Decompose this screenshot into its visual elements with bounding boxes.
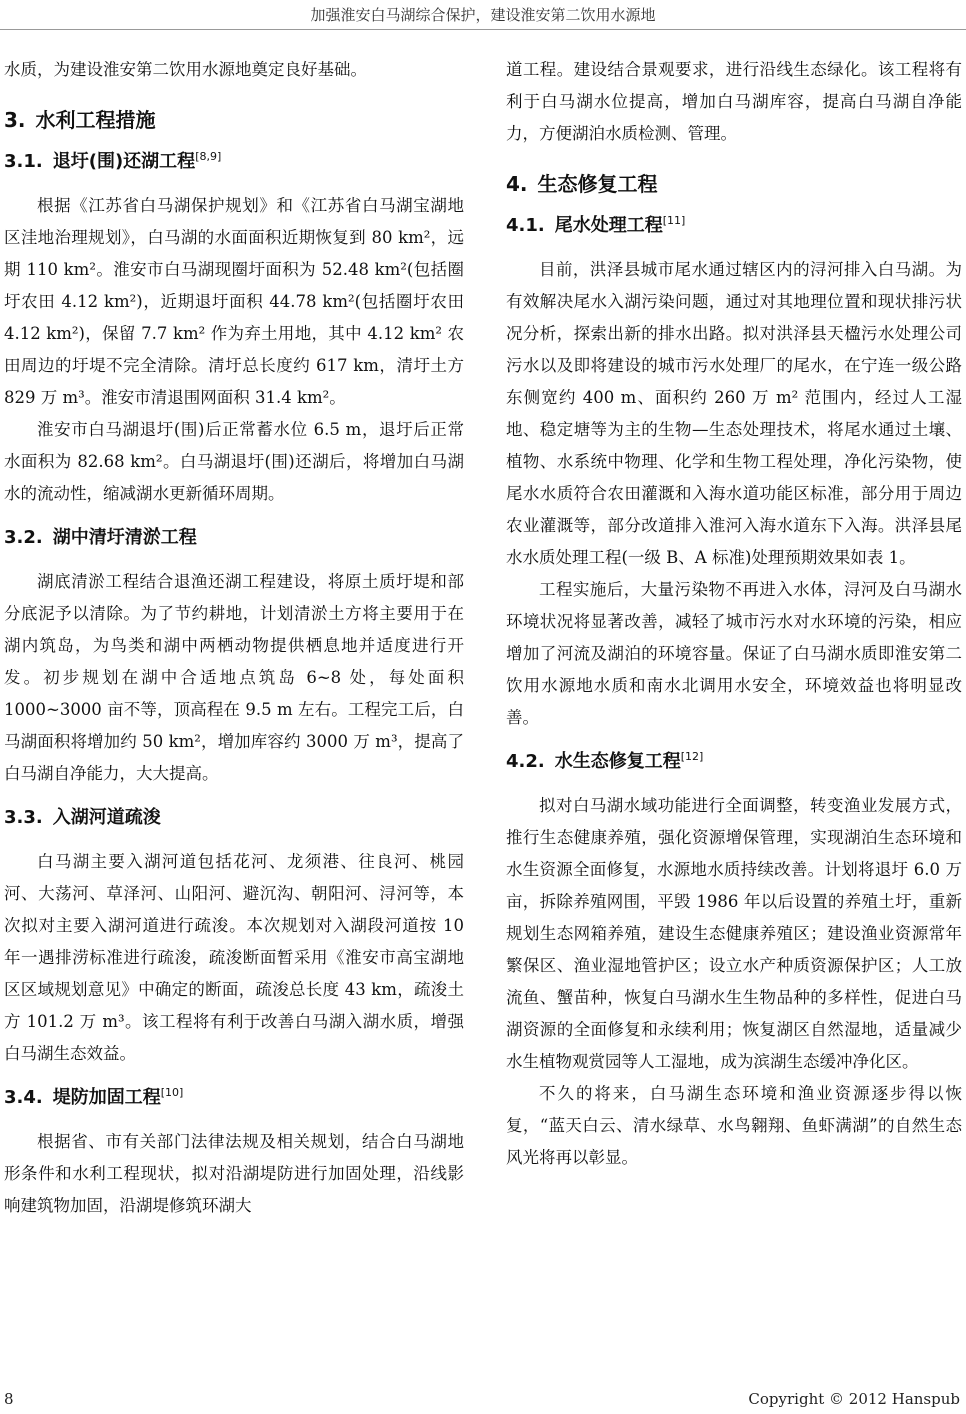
paragraph: 淮安市白马湖退圩(围)后正常蓄水位 6.5 m，退圩后正常水面积为 82.68 km²。白马湖退圩(围)还湖后，将增加白马湖水的流动性，缩减湖水更新循环周期。 [4,420,464,503]
subsection-heading [506,748,962,776]
right-column [506,54,962,1174]
subsection-heading [4,524,464,552]
section-heading [506,170,962,198]
left-column [4,54,464,1222]
subsection-title: 尾水处理工程 [554,215,663,236]
subsection-title: 堤防加固工程 [52,1087,161,1108]
paragraph: 湖底清淤工程结合退渔还湖工程建设，将原土质圩堤和部分底泥予以清除。为了节约耕地，计划清淤土方将主要用于在湖内筑岛，为鸟类和湖中两栖动物提供栖息地并适度进行开发。初步规划在湖中合适地点筑岛 6~8 处，每处面积 1000~3000 亩不等，顶高程在 9.5 m 左右。工程完工后，白马湖面积将增加约 50 km²，增加库容约 3000 万 m³，提高了白马湖自净能力，大大提高。 [4,572,464,783]
section-number: 3. [4,108,26,132]
paragraph: 水质，为建设淮安第二饮用水源地奠定良好基础。 [4,60,367,79]
section-heading [4,106,464,134]
citation-ref: [12] [680,750,704,763]
running-header [0,0,966,36]
paragraph: 不久的将来，白马湖生态环境和渔业资源逐步得以恢复，“蓝天白云、清水绿草、水鸟翱翔、鱼虾满湖”的自然生态风光将再以彰显。 [506,1084,962,1167]
copyright-notice: Copyright © 2012 Hanspub [748,1390,960,1408]
subsection-number: 3.2. [4,527,43,548]
section-title: 生态修复工程 [537,172,658,196]
page-number: 8 [4,1390,14,1408]
paragraph: 根据省、市有关部门法律法规及相关规划，结合白马湖地形条件和水利工程现状，拟对沿湖堤防进行加固处理，沿线影响建筑物加固，沿湖堤修筑环湖大 [4,1132,464,1215]
paragraph: 拟对白马湖水域功能进行全面调整，转变渔业发展方式，推行生态健康养殖，强化资源增保管理，实现湖泊生态环境和水生资源全面修复，水源地水质持续改善。计划将退圩 6.0 万亩，拆除养殖网围，平毁 1986 年以后设置的养殖土圩，重新规划生态网箱养殖，建设生态健康养殖区；建设渔业资源常年繁保区、渔业湿地管护区；设立水产种质资源保护区；人工放流鱼、蟹苗种，恢复白马湖水生生物品种的多样性，促进白马湖资源的全面修复和永续利用；恢复湖区自然湿地，适量减少水生植物观赏园等人工湿地，成为滨湖生态缓冲净化区。 [506,796,962,1071]
citation-ref: [8,9] [195,150,222,163]
subsection-heading [4,804,464,832]
subsection-title: 入湖河道疏浚 [52,807,161,828]
subsection-heading [4,1084,464,1112]
subsection-number: 3.1. [4,151,43,172]
header-rule [0,29,966,30]
section-number: 4. [506,172,528,196]
subsection-title: 退圩(围)还湖工程 [52,151,196,172]
paragraph: 道工程。建设结合景观要求，进行沿线生态绿化。该工程将有利于白马湖水位提高，增加白马湖库容，提高白马湖自净能力，方便湖泊水质检测、管理。 [506,60,962,143]
running-header-title: 加强淮安白马湖综合保护，建设淮安第二饮用水源地 [310,6,656,24]
subsection-title: 湖中清圩清淤工程 [52,527,197,548]
paragraph: 工程实施后，大量污染物不再进入水体，浔河及白马湖水环境状况将显著改善，减轻了城市污水对水环境的污染，相应增加了河流及湖泊的环境容量。保证了白马湖水质即淮安第二饮用水源地水质和南水北调用水安全，环境效益也将明显改善。 [506,580,962,727]
citation-ref: [11] [662,214,686,227]
subsection-heading [4,148,464,176]
subsection-number: 4.2. [506,751,545,772]
section-title: 水利工程措施 [35,108,156,132]
citation-ref: [10] [160,1086,184,1099]
subsection-heading [506,212,962,240]
subsection-title: 水生态修复工程 [554,751,681,772]
subsection-number: 3.3. [4,807,43,828]
subsection-number: 4.1. [506,215,545,236]
paragraph: 根据《江苏省白马湖保护规划》和《江苏省白马湖宝湖地区洼地治理规划》，白马湖的水面面积近期恢复到 80 km²，远期 110 km²。淮安市白马湖现圈圩面积为 52.48 km²(包括圈圩农田 4.12 km²)，近期退圩面积 44.78 km²(包括圈圩农田 4.12 km²)，保留 7.7 km² 作为弃土用地，其中 4.12 km² 农田周边的圩堤不完全清除。清圩总长度约 617 km，清圩土方 829 万 m³。淮安市清退围网面积 31.4 km²。 [4,196,464,407]
paragraph: 白马湖主要入湖河道包括花河、龙须港、往良河、桃园河、大荡河、草泽河、山阳河、避沉沟、朝阳河、浔河等，本次拟对主要入湖河道进行疏浚。本次规划对入湖段河道按 10 年一遇排涝标准进行疏浚，疏浚断面暂采用《淮安市高宝湖地区区域规划意见》中确定的断面，疏浚总长度 43 km，疏浚土方 101.2 万 m³。该工程将有利于改善白马湖入湖水质，增强白马湖生态效益。 [4,852,464,1063]
paragraph: 目前，洪泽县城市尾水通过辖区内的浔河排入白马湖。为有效解决尾水入湖污染问题，通过对其地理位置和现状排污状况分析，探索出新的排水出路。拟对洪泽县天楹污水处理公司污水以及即将建设的城市污水处理厂的尾水，在宁连一级公路东侧宽约 400 m、面积约 260 万 m² 范围内，经过人工湿地、稳定塘等为主的生物—生态处理技术，将尾水通过土壤、植物、水系统中物理、化学和生物工程处理，净化污染物，使尾水水质符合农田灌溉和入海水道功能区标准，部分用于周边农业灌溉等，部分改道排入淮河入海水道东下入海。洪泽县尾水水质处理工程(一级 B、A 标准)处理预期效果如表 1。 [506,260,962,567]
subsection-number: 3.4. [4,1087,43,1108]
